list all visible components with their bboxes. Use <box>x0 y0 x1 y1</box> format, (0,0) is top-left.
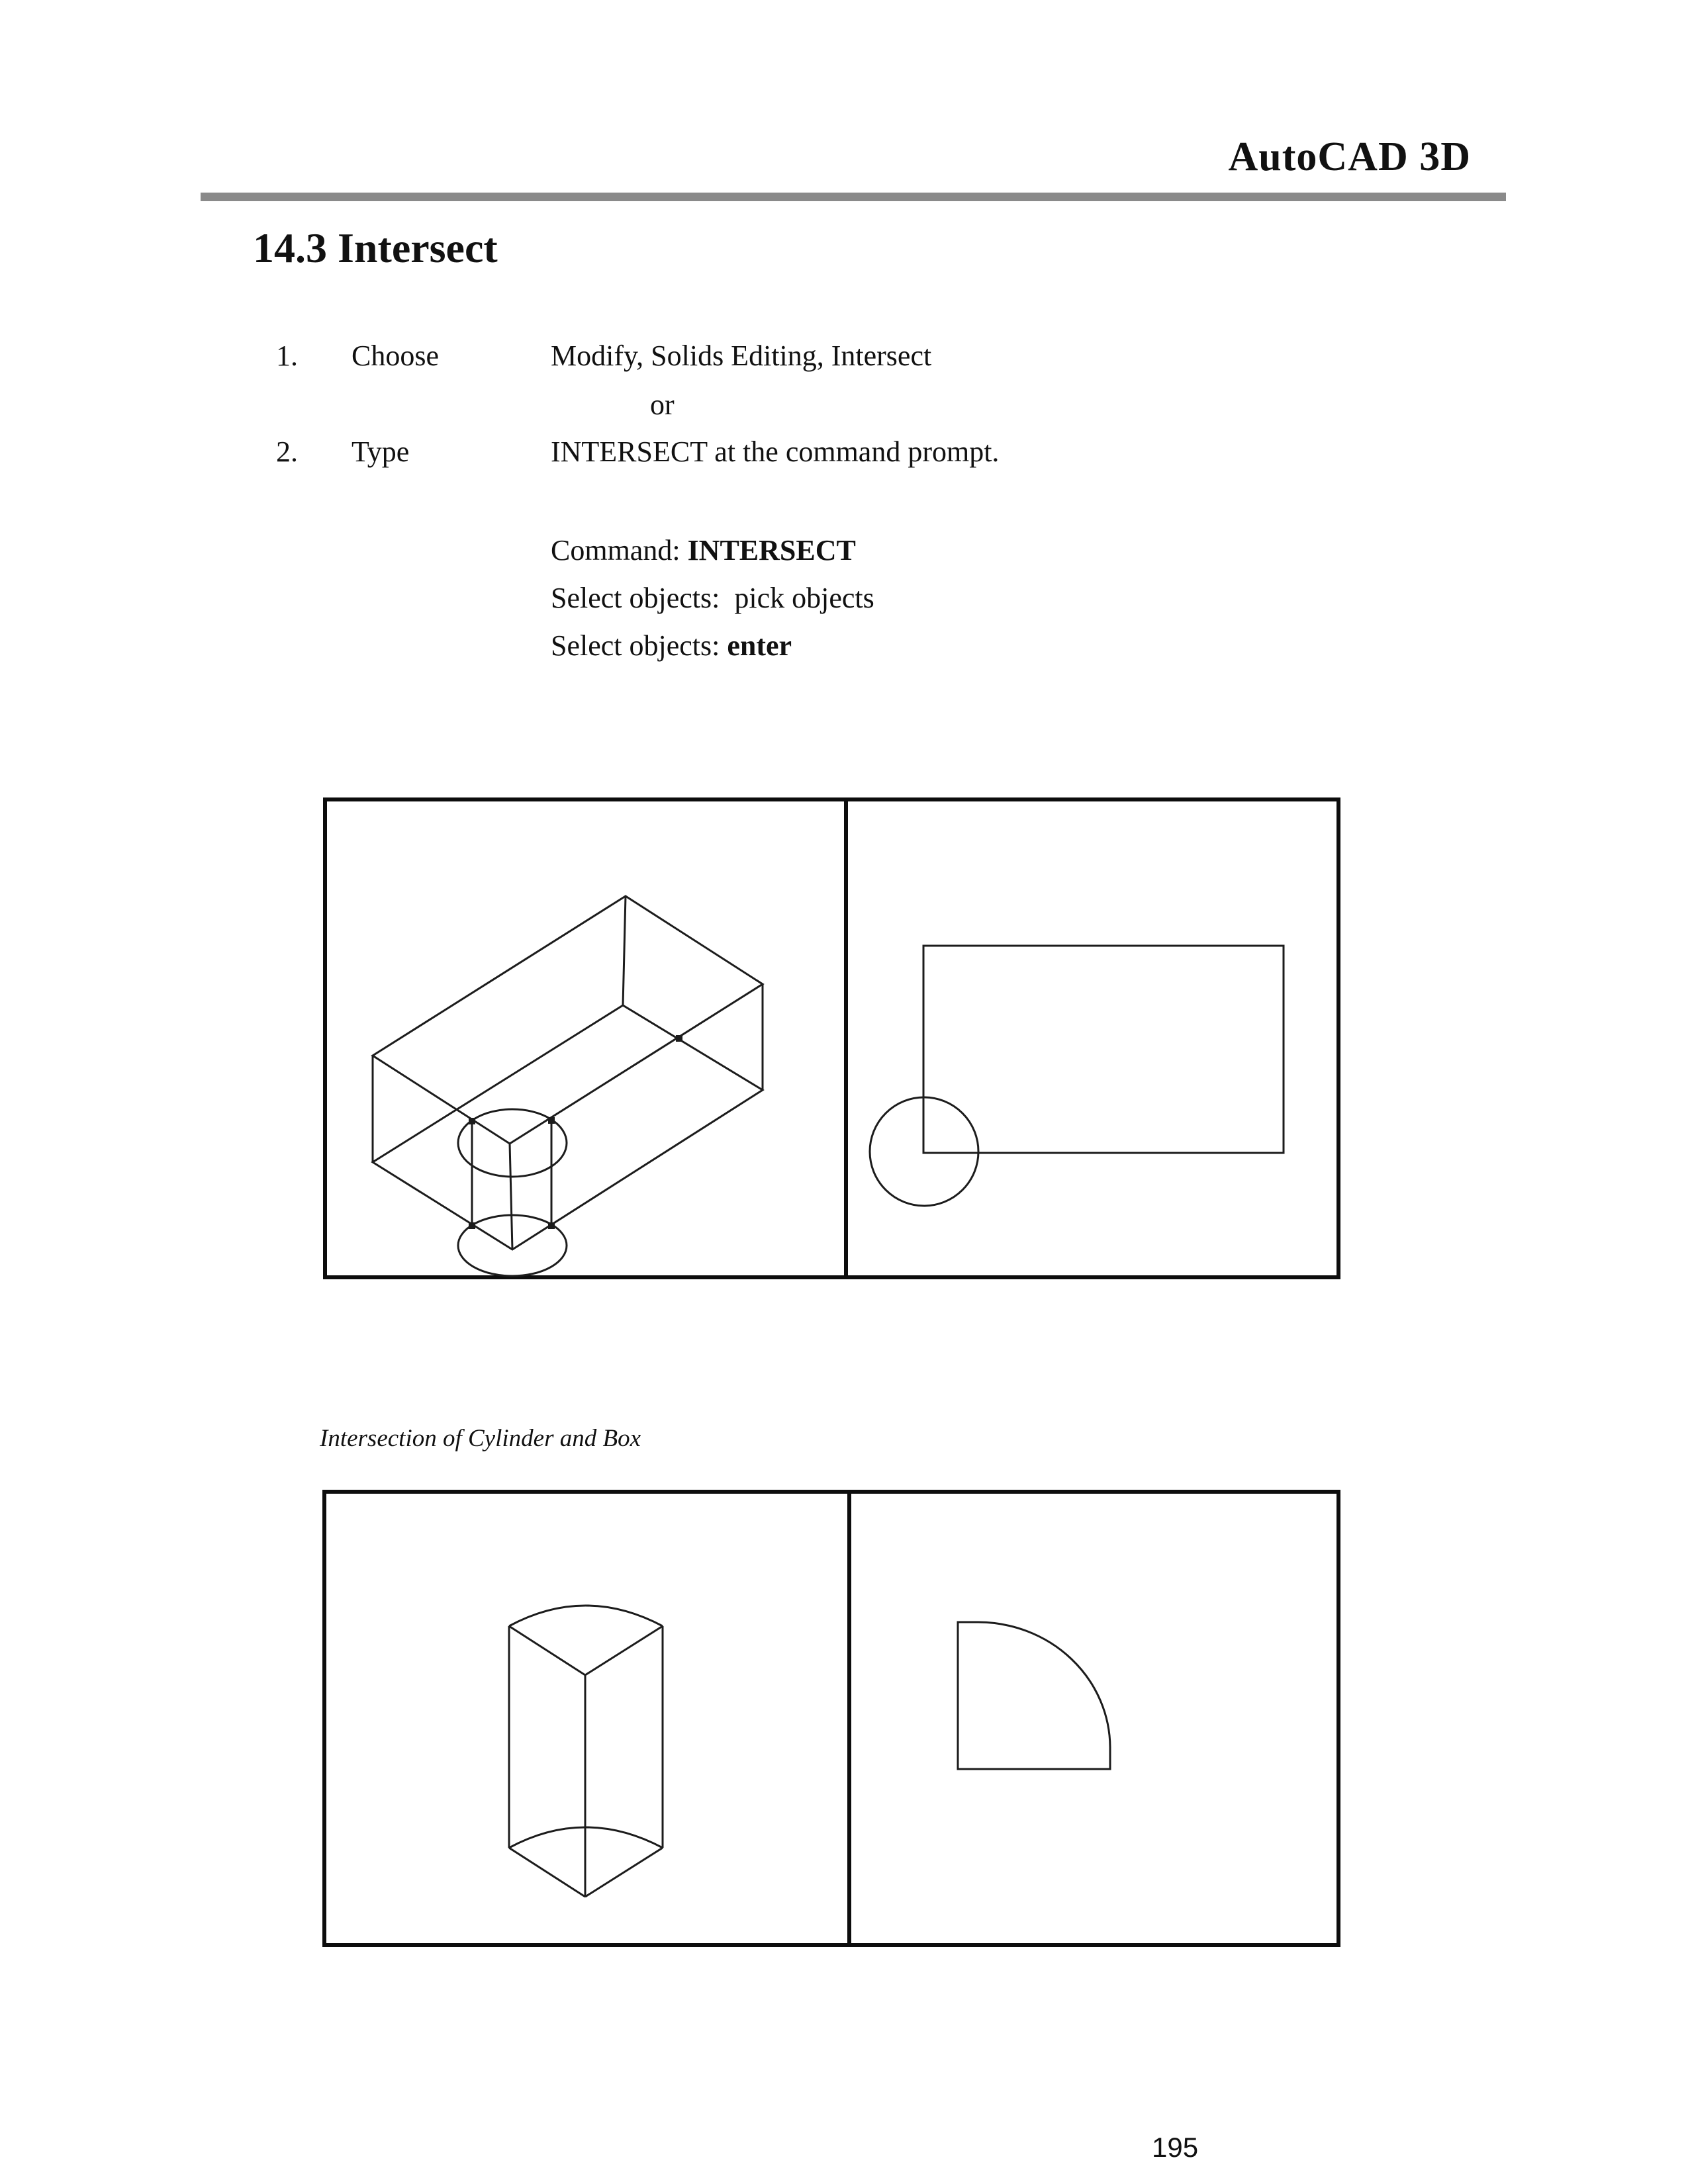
prism-top-arc <box>509 1606 663 1626</box>
figure2-border <box>324 1492 1338 1945</box>
section-title: 14.3 Intersect <box>253 224 498 271</box>
box-edge-front <box>510 1144 512 1250</box>
box-bottom-face <box>373 1005 763 1250</box>
command-prompt-line-3 <box>551 629 792 662</box>
box-top-face <box>373 896 763 1144</box>
pick-blip <box>548 1117 555 1124</box>
enter-value: enter <box>727 629 792 662</box>
page-number: 195 <box>1152 2132 1199 2163</box>
rectangle-and-circle <box>870 946 1284 1206</box>
figure2-caption: Intersection of Cylinder and Box <box>320 1425 641 1452</box>
step-2-text: INTERSECT at the command prompt. <box>551 435 1000 468</box>
step-1-text: Modify, Solids Editing, Intersect <box>551 340 932 372</box>
quarter-disc <box>958 1622 1110 1769</box>
command-value: INTERSECT <box>687 534 856 567</box>
figure-intersection-result <box>322 1490 1340 1947</box>
header-title: AutoCAD 3D <box>1228 134 1471 179</box>
prism-top-radius-right <box>585 1626 663 1675</box>
step-1-verb: Choose <box>352 340 439 372</box>
figure-cylinder-and-box <box>323 797 1340 1279</box>
pick-blip <box>548 1222 555 1229</box>
select-objects-label: Select objects: <box>551 629 727 662</box>
command-prompt-line-1 <box>551 533 856 567</box>
pick-blip <box>676 1035 682 1042</box>
prism-top-radius-left <box>509 1626 585 1675</box>
prism-bottom-radius-left <box>509 1848 585 1897</box>
or-connector: or <box>650 388 675 421</box>
step-1-number: 1. <box>276 340 298 372</box>
figure1-border <box>325 799 1338 1277</box>
prism-bottom-radius-right <box>585 1848 663 1897</box>
header-rule-divider <box>201 193 1506 201</box>
wireframe-cylinder <box>458 1035 682 1276</box>
sector-prism <box>509 1606 663 1897</box>
pick-blip <box>469 1222 475 1229</box>
command-prompt-line-2: Select objects: pick objects <box>551 582 874 614</box>
command-label: Command: <box>551 534 688 567</box>
wireframe-box <box>373 896 763 1250</box>
step-2-verb: Type <box>352 435 410 468</box>
pick-blip <box>469 1118 475 1124</box>
step-2-number: 2. <box>276 435 298 468</box>
box-edge-back <box>623 896 626 1005</box>
plan-rectangle <box>923 946 1284 1153</box>
